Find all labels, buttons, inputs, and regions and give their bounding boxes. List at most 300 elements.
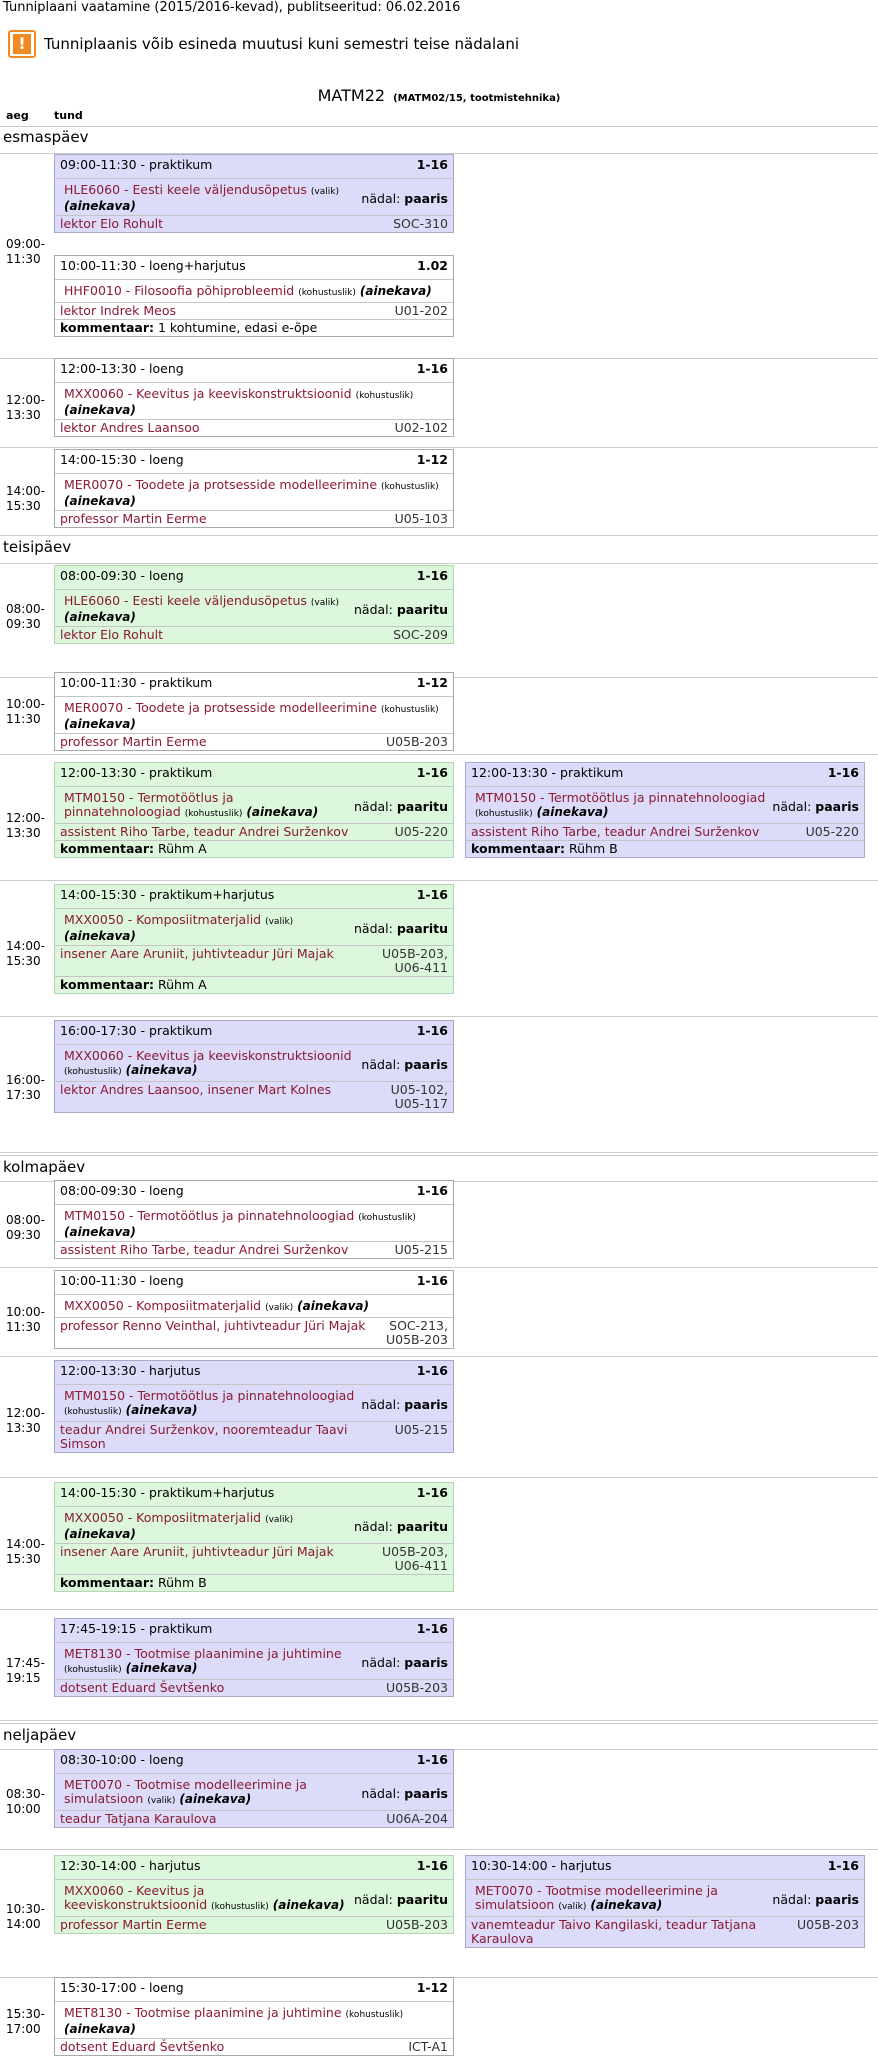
- class-time-type: [60, 1023, 212, 1038]
- subject-tag: (kohustuslik): [381, 705, 439, 715]
- class-time-type: [471, 1858, 611, 1873]
- subject-name[interactable]: MXX0060 - Keevitus ja keeviskonstruktsioonid: [64, 386, 352, 401]
- teacher-link[interactable]: professor Martin Eerme: [60, 1917, 207, 1932]
- class-time: 15:30-17:00 -: [60, 1980, 146, 1995]
- time-slot: 08:30-10:00: [6, 1787, 45, 1816]
- subject-tag: (valik): [265, 1515, 294, 1525]
- class-time: 08:00-09:30 -: [60, 1183, 146, 1198]
- day-heading: kolmapäev: [3, 1158, 86, 1176]
- teacher-row: [55, 303, 453, 320]
- syllabus-link[interactable]: (ainekava): [246, 805, 319, 819]
- comment-label: kommentaar:: [60, 320, 155, 335]
- class-time-type: [60, 361, 184, 376]
- room-label: U05B-203: [386, 1917, 448, 1932]
- class-type: harjutus: [560, 1858, 612, 1873]
- group-subtitle: (MATM02/15, tootmistehnika): [393, 93, 561, 104]
- subject-name[interactable]: HHF0010 - Filosoofia põhiprobleemid: [64, 283, 295, 298]
- teacher-link[interactable]: dotsent Eduard Ševtšenko: [60, 2039, 225, 2054]
- syllabus-link[interactable]: (ainekava): [64, 717, 136, 731]
- class-time-type: [60, 258, 246, 273]
- class-card[interactable]: [465, 1855, 865, 1948]
- week-parity: [772, 1892, 859, 1907]
- time-slot: 10:00-11:30: [6, 1305, 45, 1334]
- subject-tag: (kohustuslik): [358, 1213, 416, 1223]
- class-card[interactable]: [54, 762, 454, 858]
- class-time-type: [60, 157, 212, 172]
- subject-row: [55, 909, 453, 946]
- week-label: nädal:: [361, 1654, 401, 1670]
- syllabus-link[interactable]: (ainekava): [64, 610, 136, 624]
- comment-label: kommentaar:: [471, 841, 566, 856]
- card-header: [55, 1978, 453, 2002]
- class-card[interactable]: [54, 154, 454, 233]
- teacher-row: [466, 824, 864, 841]
- teacher-link[interactable]: professor Martin Eerme: [60, 734, 207, 749]
- subject-row: [55, 1880, 453, 1917]
- class-type: loeng: [149, 1273, 184, 1288]
- time-slot: 09:00-11:30: [6, 237, 45, 266]
- time-slot: 12:00-13:30: [6, 1406, 45, 1435]
- class-time-type: [60, 1485, 274, 1500]
- subject-tag: (kohustuslik): [184, 809, 243, 819]
- separator-line: [0, 535, 878, 536]
- room-label: U02-102: [394, 420, 448, 435]
- subject-row: [466, 787, 864, 824]
- syllabus-link[interactable]: (ainekava): [64, 2022, 136, 2036]
- class-time-type: [60, 568, 184, 583]
- class-type: harjutus: [149, 1363, 201, 1378]
- class-type: loeng: [149, 361, 184, 376]
- week-label: nädal:: [361, 1785, 401, 1801]
- week-range: 1-16: [416, 1621, 448, 1636]
- class-card[interactable]: [54, 255, 454, 337]
- class-card[interactable]: [54, 565, 454, 644]
- syllabus-link[interactable]: (ainekava): [272, 1898, 345, 1912]
- separator-line: [0, 447, 878, 448]
- subject-link[interactable]: [64, 1778, 355, 1808]
- subject-tag: (valik): [265, 1303, 294, 1313]
- subject-name[interactable]: MET0070 - Tootmise modelleerimine ja simulatsioon: [475, 1883, 718, 1912]
- week-range: 1-16: [827, 1858, 859, 1873]
- week-range: 1-16: [416, 568, 448, 583]
- teacher-link[interactable]: assistent Riho Tarbe, teadur Andrei Surženkov: [471, 824, 760, 839]
- week-value: paaritu: [396, 1518, 448, 1534]
- subject-row: [55, 1507, 453, 1544]
- subject-name[interactable]: MXX0060 - Keevitus ja keeviskonstruktsioonid: [64, 1048, 352, 1063]
- subject-name[interactable]: MTM0150 - Termotöötlus ja pinnatehnoloogiad: [475, 790, 766, 805]
- week-label: nädal:: [353, 601, 393, 617]
- class-time: 14:00-15:30 -: [60, 887, 146, 902]
- subject-link[interactable]: [475, 1884, 766, 1914]
- room-label: U05-220: [394, 824, 448, 839]
- subject-tag: (kohustuslik): [381, 482, 439, 492]
- teacher-link[interactable]: professor Martin Eerme: [60, 511, 207, 526]
- week-range: 1-16: [416, 157, 448, 172]
- subject-tag: (valik): [310, 187, 339, 197]
- syllabus-link[interactable]: (ainekava): [536, 805, 609, 819]
- class-type: praktikum: [149, 1621, 213, 1636]
- syllabus-link[interactable]: (ainekava): [64, 1225, 136, 1239]
- comment-row: [55, 320, 453, 336]
- subject-tag: (kohustuslik): [64, 1407, 122, 1417]
- class-card[interactable]: [54, 1618, 454, 1697]
- week-parity: [361, 1655, 448, 1670]
- class-type: praktikum: [149, 157, 213, 172]
- subject-name[interactable]: MXX0050 - Komposiitmaterjalid: [64, 912, 262, 927]
- card-header: [55, 1750, 453, 1774]
- syllabus-link[interactable]: (ainekava): [297, 1299, 370, 1313]
- separator-line: [0, 1016, 878, 1017]
- class-type: praktikum+harjutus: [149, 887, 275, 902]
- teacher-link[interactable]: lektor Indrek Meos: [60, 303, 177, 318]
- subject-row: [55, 474, 453, 511]
- card-header: [55, 673, 453, 697]
- subject-name[interactable]: MXX0060 - Keevitus ja keeviskonstruktsioonid: [64, 1883, 208, 1912]
- subject-row: [55, 1643, 453, 1680]
- room-label: SOC-310: [393, 216, 448, 231]
- teacher-row: [55, 824, 453, 841]
- week-value: paaris: [404, 1785, 448, 1801]
- class-type: praktikum: [149, 765, 213, 780]
- separator-line: [0, 1152, 878, 1153]
- class-time-type: [60, 1980, 184, 1995]
- class-time: 14:00-15:30 -: [60, 452, 146, 467]
- comment-text: Rühm A: [158, 977, 207, 992]
- week-value: paaritu: [396, 920, 448, 936]
- class-card[interactable]: [54, 1180, 454, 1259]
- class-card[interactable]: [54, 449, 454, 528]
- week-value: paaris: [404, 1056, 448, 1072]
- class-time-type: [60, 675, 212, 690]
- room-label: ICT-A1: [408, 2039, 448, 2054]
- teacher-row: [55, 1082, 453, 1112]
- comment-label: kommentaar:: [60, 977, 155, 992]
- week-value: paaris: [404, 190, 448, 206]
- subject-link[interactable]: [64, 1299, 448, 1315]
- subject-link[interactable]: [64, 1647, 355, 1677]
- syllabus-link[interactable]: (ainekava): [64, 403, 136, 417]
- teacher-link[interactable]: assistent Riho Tarbe, teadur Andrei Surženkov: [60, 1242, 349, 1257]
- card-header: [55, 1856, 453, 1880]
- class-time-type: [60, 1752, 184, 1767]
- teacher-link[interactable]: lektor Andres Laansoo, insener Mart Kolnes: [60, 1082, 332, 1097]
- week-range: 1-16: [416, 1273, 448, 1288]
- teacher-link[interactable]: lektor Elo Rohult: [60, 216, 164, 231]
- syllabus-link[interactable]: (ainekava): [359, 284, 432, 298]
- separator-line: [0, 1723, 878, 1724]
- teacher-link[interactable]: lektor Andres Laansoo: [60, 420, 200, 435]
- class-time: 12:00-13:30 -: [60, 765, 146, 780]
- teacher-row: [55, 1680, 453, 1696]
- week-range: 1-16: [416, 1363, 448, 1378]
- card-header: [55, 359, 453, 383]
- week-label: nädal:: [361, 1396, 401, 1412]
- card-header: [55, 155, 453, 179]
- room-label: U05B-203: [386, 734, 448, 749]
- subject-tag: (kohustuslik): [64, 1067, 122, 1077]
- class-card[interactable]: [54, 1977, 454, 2056]
- teacher-link[interactable]: teadur Andrei Surženkov, nooremteadur Taavi Simson: [60, 1422, 348, 1451]
- week-value: paaris: [815, 798, 859, 814]
- separator-line: [0, 1477, 878, 1478]
- class-time-type: [60, 1621, 212, 1636]
- teacher-row: [55, 946, 453, 977]
- subject-name[interactable]: MXX0050 - Komposiitmaterjalid: [64, 1298, 262, 1313]
- class-time: 08:00-09:30 -: [60, 568, 146, 583]
- separator-line: [0, 1267, 878, 1268]
- week-range: 1-16: [416, 1183, 448, 1198]
- room-label: U05-102, U05-117: [390, 1082, 448, 1111]
- syllabus-link[interactable]: (ainekava): [125, 1661, 198, 1675]
- subject-name[interactable]: MET8130 - Tootmise plaanimine ja juhtimine: [64, 2005, 342, 2020]
- subject-name[interactable]: HLE6060 - Eesti keele väljendusõpetus: [64, 182, 307, 197]
- class-card[interactable]: [465, 762, 865, 858]
- class-time-type: [60, 1858, 200, 1873]
- class-time: 17:45-19:15 -: [60, 1621, 146, 1636]
- subject-link[interactable]: [475, 791, 766, 821]
- class-card[interactable]: [54, 1482, 454, 1592]
- teacher-row: [55, 1318, 453, 1348]
- subject-row: [55, 2002, 453, 2039]
- teacher-row: [55, 1917, 453, 1933]
- card-header: [55, 566, 453, 590]
- time-slot: 10:00-11:30: [6, 697, 45, 726]
- subject-link[interactable]: [64, 284, 448, 300]
- teacher-link[interactable]: teadur Tatjana Karaulova: [60, 1811, 217, 1826]
- week-value: paaritu: [396, 1891, 448, 1907]
- class-type: harjutus: [149, 1858, 201, 1873]
- class-time-type: [60, 452, 184, 467]
- teacher-row: [55, 1544, 453, 1575]
- room-label: U05-220: [805, 824, 859, 839]
- week-range: 1-16: [416, 887, 448, 902]
- class-time-type: [60, 765, 212, 780]
- week-parity: [772, 799, 859, 814]
- subject-name[interactable]: MTM0150 - Termotöötlus ja pinnatehnoloogiad: [64, 1388, 355, 1403]
- room-label: U05B-203, U06-411: [382, 946, 448, 975]
- week-parity: [354, 1519, 448, 1534]
- subject-link[interactable]: [64, 701, 448, 731]
- week-range: 1-16: [416, 1485, 448, 1500]
- card-header: [466, 763, 864, 787]
- subject-tag: (kohustuslik): [211, 1902, 269, 1912]
- card-header: [466, 1856, 864, 1880]
- teacher-row: [55, 627, 453, 643]
- class-card[interactable]: [54, 1855, 454, 1934]
- room-label: U05B-203, U06-411: [382, 1544, 448, 1573]
- separator-line: [0, 563, 878, 564]
- subject-link[interactable]: [64, 2006, 448, 2036]
- class-time-type: [60, 1273, 184, 1288]
- week-label: nädal:: [361, 190, 401, 206]
- class-card[interactable]: [54, 1360, 454, 1453]
- room-label: SOC-213, U05B-203: [386, 1318, 448, 1347]
- week-value: paaritu: [396, 601, 448, 617]
- room-label: SOC-209: [393, 627, 448, 642]
- week-value: paaris: [815, 1891, 859, 1907]
- week-range: 1-16: [416, 1858, 448, 1873]
- subject-link[interactable]: [64, 1884, 348, 1914]
- teacher-row: [55, 1242, 453, 1258]
- class-card[interactable]: [54, 884, 454, 994]
- separator-line: [0, 1849, 878, 1850]
- card-header: [55, 885, 453, 909]
- week-parity: [361, 1786, 448, 1801]
- class-time-type: [60, 1183, 184, 1198]
- class-type: loeng: [149, 568, 184, 583]
- separator-line: [0, 754, 878, 755]
- notice-banner: [8, 30, 519, 58]
- class-type: loeng+harjutus: [149, 258, 246, 273]
- syllabus-link[interactable]: (ainekava): [590, 1898, 663, 1912]
- separator-line: [0, 1155, 878, 1156]
- class-time: 09:00-11:30 -: [60, 157, 146, 172]
- subject-link[interactable]: [64, 1049, 355, 1079]
- subject-name[interactable]: MER0070 - Toodete ja protsesside modelleerimine: [64, 477, 378, 492]
- week-parity: [361, 1397, 448, 1412]
- week-parity: [354, 799, 448, 814]
- subject-link[interactable]: [64, 791, 348, 821]
- week-range: 1-16: [416, 765, 448, 780]
- teacher-row: [55, 734, 453, 750]
- subject-row: [55, 1385, 453, 1422]
- time-slot: 14:00-15:30: [6, 484, 45, 513]
- card-header: [55, 1021, 453, 1045]
- teacher-row: [55, 420, 453, 436]
- subject-link[interactable]: [64, 913, 348, 943]
- class-time: 12:00-13:30 -: [471, 765, 557, 780]
- subject-row: [55, 697, 453, 734]
- subject-link[interactable]: [64, 1209, 448, 1239]
- class-type: loeng: [149, 452, 184, 467]
- subject-tag: (valik): [147, 1796, 176, 1806]
- comment-text: Rühm B: [158, 1575, 207, 1590]
- class-time: 12:00-13:30 -: [60, 361, 146, 376]
- subject-row: [55, 1045, 453, 1082]
- subject-name[interactable]: MTM0150 - Termotöötlus ja pinnatehnoloogiad: [64, 790, 234, 819]
- separator-line: [0, 126, 878, 127]
- week-parity: [354, 921, 448, 936]
- teacher-row: [55, 1811, 453, 1827]
- week-label: nädal:: [361, 1056, 401, 1072]
- week-range: 1-16: [827, 765, 859, 780]
- subject-row: [55, 179, 453, 216]
- teacher-link[interactable]: insener Aare Aruniit, juhtivteadur Jüri Majak: [60, 946, 334, 961]
- separator-line: [0, 1720, 878, 1721]
- week-label: nädal:: [353, 1891, 393, 1907]
- syllabus-link[interactable]: (ainekava): [179, 1792, 252, 1806]
- subject-row: [55, 280, 453, 303]
- syllabus-link[interactable]: (ainekava): [64, 494, 136, 508]
- separator-line: [0, 1609, 878, 1610]
- comment-label: kommentaar:: [60, 841, 155, 856]
- subject-name[interactable]: MET0070 - Tootmise modelleerimine ja simulatsioon: [64, 1777, 307, 1806]
- week-value: paaris: [404, 1654, 448, 1670]
- class-time: 12:00-13:30 -: [60, 1363, 146, 1378]
- subject-link[interactable]: [64, 594, 348, 624]
- week-label: nädal:: [353, 798, 393, 814]
- syllabus-link[interactable]: (ainekava): [125, 1063, 198, 1077]
- week-parity: [361, 191, 448, 206]
- subject-link[interactable]: [64, 183, 355, 213]
- separator-line: [0, 880, 878, 881]
- class-type: praktikum: [149, 1023, 213, 1038]
- time-slot: 14:00-15:30: [6, 1537, 45, 1566]
- subject-name[interactable]: MER0070 - Toodete ja protsesside modelleerimine: [64, 700, 378, 715]
- class-time: 10:00-11:30 -: [60, 1273, 146, 1288]
- teacher-link[interactable]: professor Renno Veinthal, juhtivteadur Jüri Majak: [60, 1318, 366, 1333]
- teacher-link[interactable]: vanemteadur Taivo Kangilaski, teadur Tatjana Karaulova: [471, 1917, 757, 1946]
- subject-tag: (kohustuslik): [345, 2010, 404, 2020]
- class-card[interactable]: [54, 1749, 454, 1828]
- subject-name[interactable]: MET8130 - Tootmise plaanimine ja juhtimine: [64, 1646, 342, 1661]
- class-time: 16:00-17:30 -: [60, 1023, 146, 1038]
- notice-text: Tunniplaanis võib esineda muutusi kuni semestri teise nädalani: [44, 35, 519, 53]
- syllabus-link[interactable]: (ainekava): [64, 929, 136, 943]
- teacher-link[interactable]: dotsent Eduard Ševtšenko: [60, 1680, 225, 1695]
- week-range: 1-12: [416, 1980, 448, 1995]
- page-title: Tunniplaani vaatamine (2015/2016-kevad), publitseeritud: 06.02.2016: [3, 0, 461, 15]
- warning-icon: !: [8, 30, 36, 58]
- subject-tag: (kohustuslik): [355, 391, 414, 401]
- card-header: [55, 1483, 453, 1507]
- room-label: U06A-204: [386, 1811, 448, 1826]
- subject-name[interactable]: MTM0150 - Termotöötlus ja pinnatehnoloogiad: [64, 1208, 355, 1223]
- room-label: U05B-203: [797, 1917, 859, 1932]
- week-label: nädal:: [772, 1891, 812, 1907]
- subject-row: [55, 590, 453, 627]
- card-header: [55, 1361, 453, 1385]
- time-slot: 15:30-17:00: [6, 2007, 45, 2036]
- room-label: U05-103: [394, 511, 448, 526]
- teacher-link[interactable]: lektor Elo Rohult: [60, 627, 164, 642]
- class-card[interactable]: [54, 358, 454, 437]
- week-parity: [354, 602, 448, 617]
- subject-tag: (valik): [558, 1902, 587, 1912]
- subject-link[interactable]: [64, 387, 448, 417]
- week-range: 1-16: [416, 1023, 448, 1038]
- column-header-time: aeg: [6, 109, 29, 122]
- class-card[interactable]: [54, 1270, 454, 1349]
- card-header: [55, 763, 453, 787]
- comment-row: [55, 841, 453, 857]
- syllabus-link[interactable]: (ainekava): [64, 1527, 136, 1541]
- teacher-link[interactable]: assistent Riho Tarbe, teadur Andrei Surženkov: [60, 824, 349, 839]
- subject-tag: (kohustuslik): [64, 1665, 122, 1675]
- separator-line: [0, 1356, 878, 1357]
- subject-tag: (valik): [310, 598, 339, 608]
- subject-name[interactable]: MXX0050 - Komposiitmaterjalid: [64, 1510, 262, 1525]
- class-type: loeng: [149, 1980, 184, 1995]
- teacher-link[interactable]: insener Aare Aruniit, juhtivteadur Jüri Majak: [60, 1544, 334, 1559]
- comment-row: [55, 1575, 453, 1591]
- subject-link[interactable]: [64, 478, 448, 508]
- subject-link[interactable]: [64, 1511, 348, 1541]
- class-card[interactable]: [54, 1020, 454, 1113]
- subject-link[interactable]: [64, 1389, 355, 1419]
- syllabus-link[interactable]: (ainekava): [125, 1403, 198, 1417]
- comment-label: kommentaar:: [60, 1575, 155, 1590]
- week-range: 1-12: [416, 675, 448, 690]
- card-header: [55, 1271, 453, 1295]
- class-time: 10:30-14:00 -: [471, 1858, 557, 1873]
- subject-name[interactable]: HLE6060 - Eesti keele väljendusõpetus: [64, 593, 307, 608]
- subject-tag: (kohustuslik): [298, 288, 356, 298]
- subject-tag: (kohustuslik): [475, 809, 533, 819]
- class-card[interactable]: [54, 672, 454, 751]
- syllabus-link[interactable]: (ainekava): [64, 199, 136, 213]
- subject-row: [55, 1295, 453, 1318]
